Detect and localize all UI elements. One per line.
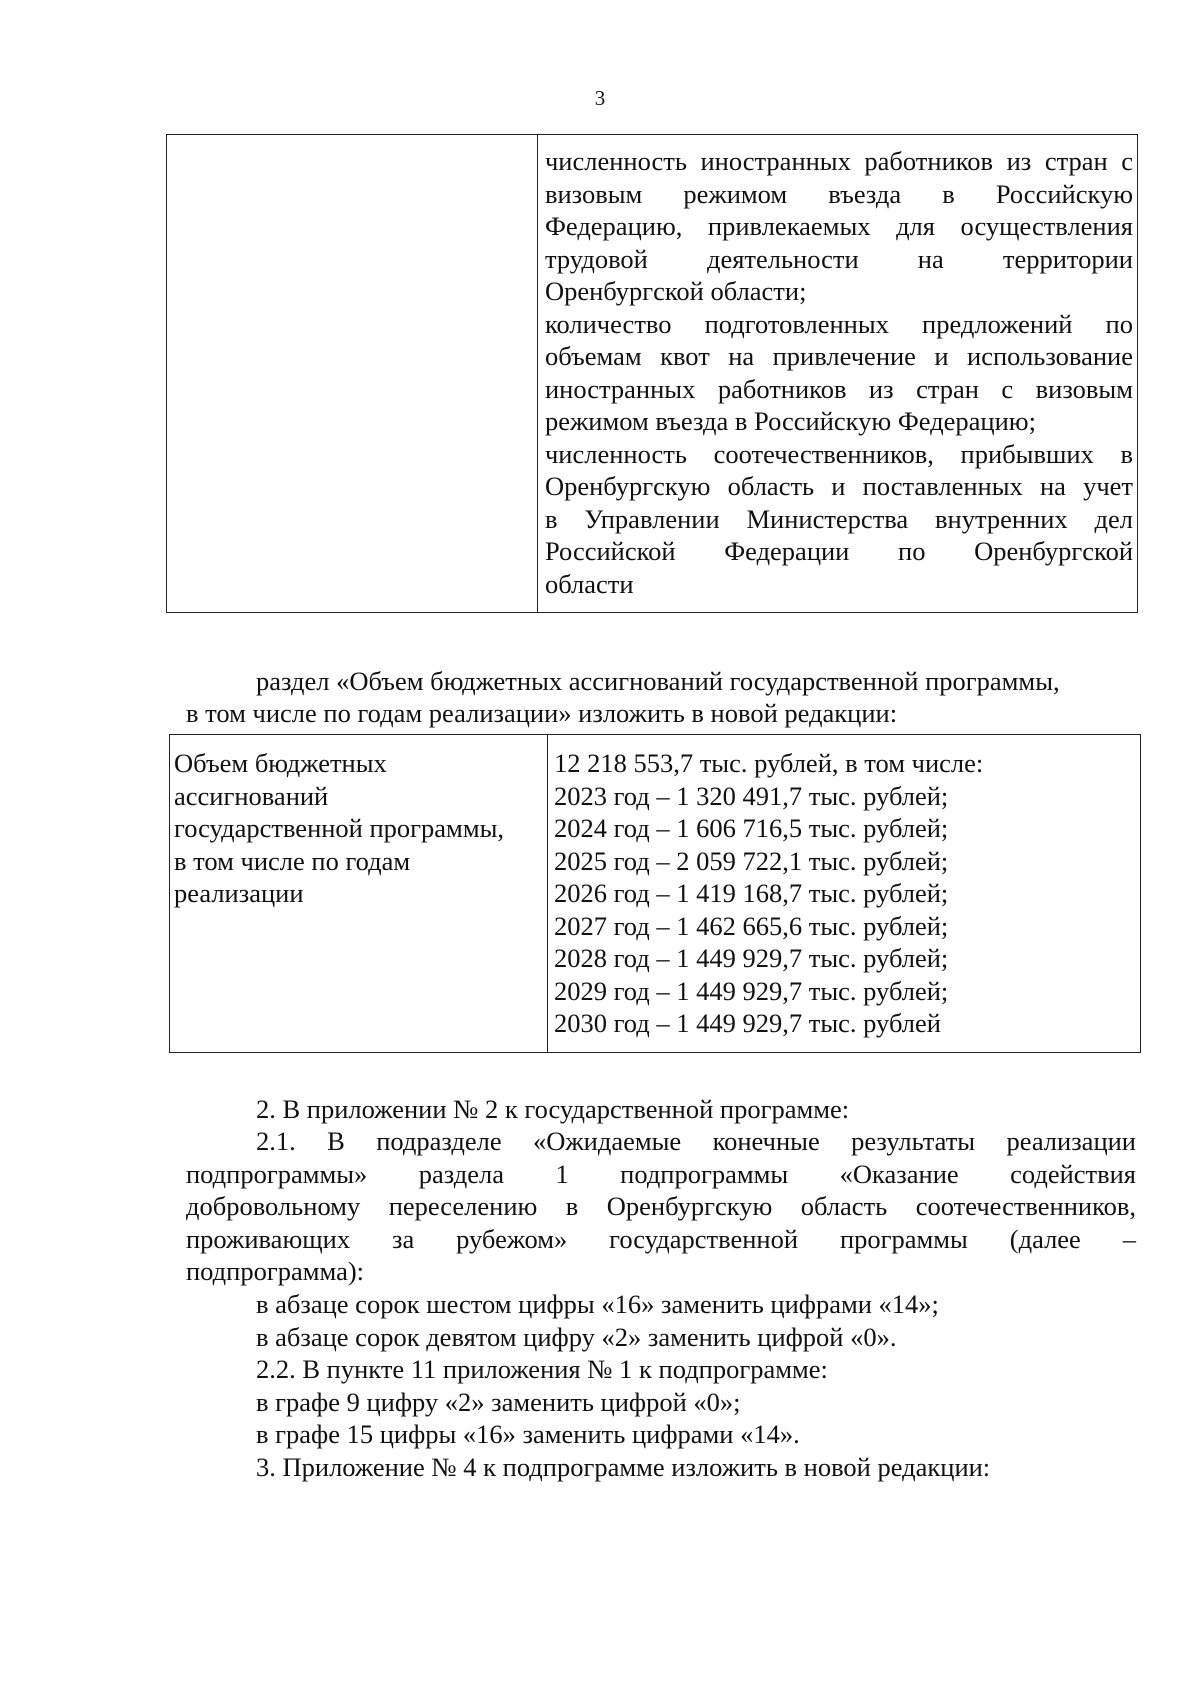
indicator-text-line: режимом въезда в Российскую Федерацию; bbox=[544, 406, 1036, 436]
indicator-text-line: объемам квот на привлечение и использование bbox=[544, 341, 1133, 371]
amendments-list bbox=[256, 1288, 1136, 1483]
budget-year-line: 2029 год – 1 449 929,7 тыс. рублей; bbox=[553, 975, 949, 1006]
indicator-text-line: иностранных работников из стран с визовым bbox=[544, 373, 1133, 404]
indicator-text-line: Оренбургской области; bbox=[544, 276, 807, 306]
paragraph-2-1-line: проживающих за рубежом» государственной программы (далее – bbox=[186, 1223, 1136, 1254]
indicator-text-line: области bbox=[544, 568, 634, 599]
budget-year-line: 2027 год – 1 462 665,6 тыс. рублей; bbox=[553, 910, 949, 941]
indicator-text-line: визовым режимом въезда в Российскую bbox=[544, 178, 1133, 209]
paragraph-2-1 bbox=[186, 1125, 1136, 1288]
indicator-text-line: в Управлении Министерства внутренних дел bbox=[544, 503, 1133, 534]
paragraph-3: 3. Приложение № 4 к подпрограмме изложить в новой редакции: bbox=[256, 1451, 991, 1482]
amendment-line: в абзаце сорок девятом цифру «2» заменить цифрой «0». bbox=[256, 1321, 897, 1352]
indicator-text-line: численность иностранных работников из стран с bbox=[544, 146, 1133, 176]
budget-year-line: 2023 год – 1 320 491,7 тыс. рублей; bbox=[553, 780, 949, 811]
page-number: 3 bbox=[594, 86, 606, 110]
indicator-text-line: Оренбургскую область и поставленных на учет bbox=[544, 471, 1133, 501]
budget-label-line: государственной программы, bbox=[174, 813, 505, 843]
intro-line-1: раздел «Объем бюджетных ассигнований государственной программы, bbox=[256, 666, 1060, 696]
indicators-table-left-cell bbox=[167, 135, 538, 613]
intro-paragraph-cont bbox=[186, 697, 1136, 730]
paragraph-2-1-line: 2.1. В подразделе «Ожидаемые конечные результаты реализации bbox=[256, 1126, 1136, 1156]
paragraph-2-1-line: подпрограмма): bbox=[186, 1256, 365, 1286]
budget-total-line: 12 218 553,7 тыс. рублей, в том числе: bbox=[553, 748, 984, 778]
paragraph-2-1-line: добровольному переселению в Оренбургскую область соотечественников, bbox=[186, 1191, 1136, 1221]
budget-table bbox=[169, 734, 1141, 1053]
amendment-line: в графе 15 цифры «16» заменить цифрами «14». bbox=[256, 1419, 800, 1449]
amendment-line: в графе 9 цифру «2» заменить цифрой «0»; bbox=[256, 1386, 741, 1417]
budget-label-line: реализации bbox=[174, 878, 304, 908]
intro-paragraph bbox=[256, 665, 1136, 698]
indicator-text-line: Федерацию, привлекаемых для осуществления bbox=[544, 211, 1133, 241]
budget-table-label-cell bbox=[170, 735, 548, 1053]
budget-label-line: Объем бюджетных bbox=[174, 748, 387, 778]
budget-year-line: 2030 год – 1 449 929,7 тыс. рублей bbox=[553, 1008, 941, 1038]
paragraph-2-1-line: подпрограммы» раздела 1 подпрограммы «Оказание содействия bbox=[186, 1158, 1136, 1189]
indicators-table-right-cell bbox=[537, 135, 1137, 613]
budget-label-line: в том числе по годам bbox=[174, 845, 411, 876]
amendment-line: в абзаце сорок шестом цифры «16» заменить цифрами «14»; bbox=[256, 1289, 939, 1319]
budget-label-line: ассигнований bbox=[174, 780, 329, 811]
budget-year-line: 2028 год – 1 449 929,7 тыс. рублей; bbox=[553, 943, 949, 973]
indicator-text-line: количество подготовленных предложений по bbox=[544, 308, 1133, 339]
budget-year-line: 2025 год – 2 059 722,1 тыс. рублей; bbox=[553, 845, 949, 876]
intro-line-2: в том числе по годам реализации» изложить в новой редакции: bbox=[186, 698, 898, 728]
paragraph-2 bbox=[256, 1093, 1136, 1126]
budget-year-line: 2024 год – 1 606 716,5 тыс. рублей; bbox=[553, 813, 949, 843]
budget-year-line: 2026 год – 1 419 168,7 тыс. рублей; bbox=[553, 878, 949, 908]
paragraph-2-2: 2.2. В пункте 11 приложения № 1 к подпрограмме: bbox=[256, 1354, 828, 1384]
indicators-table bbox=[166, 134, 1138, 613]
indicator-text-line: численность соотечественников, прибывших в bbox=[544, 438, 1133, 469]
indicator-text-line: трудовой деятельности на территории bbox=[544, 243, 1133, 274]
paragraph-2-text: 2. В приложении № 2 к государственной программе: bbox=[256, 1094, 850, 1124]
indicator-text-line: Российской Федерации по Оренбургской bbox=[544, 536, 1133, 566]
budget-table-values-cell bbox=[547, 735, 1140, 1053]
